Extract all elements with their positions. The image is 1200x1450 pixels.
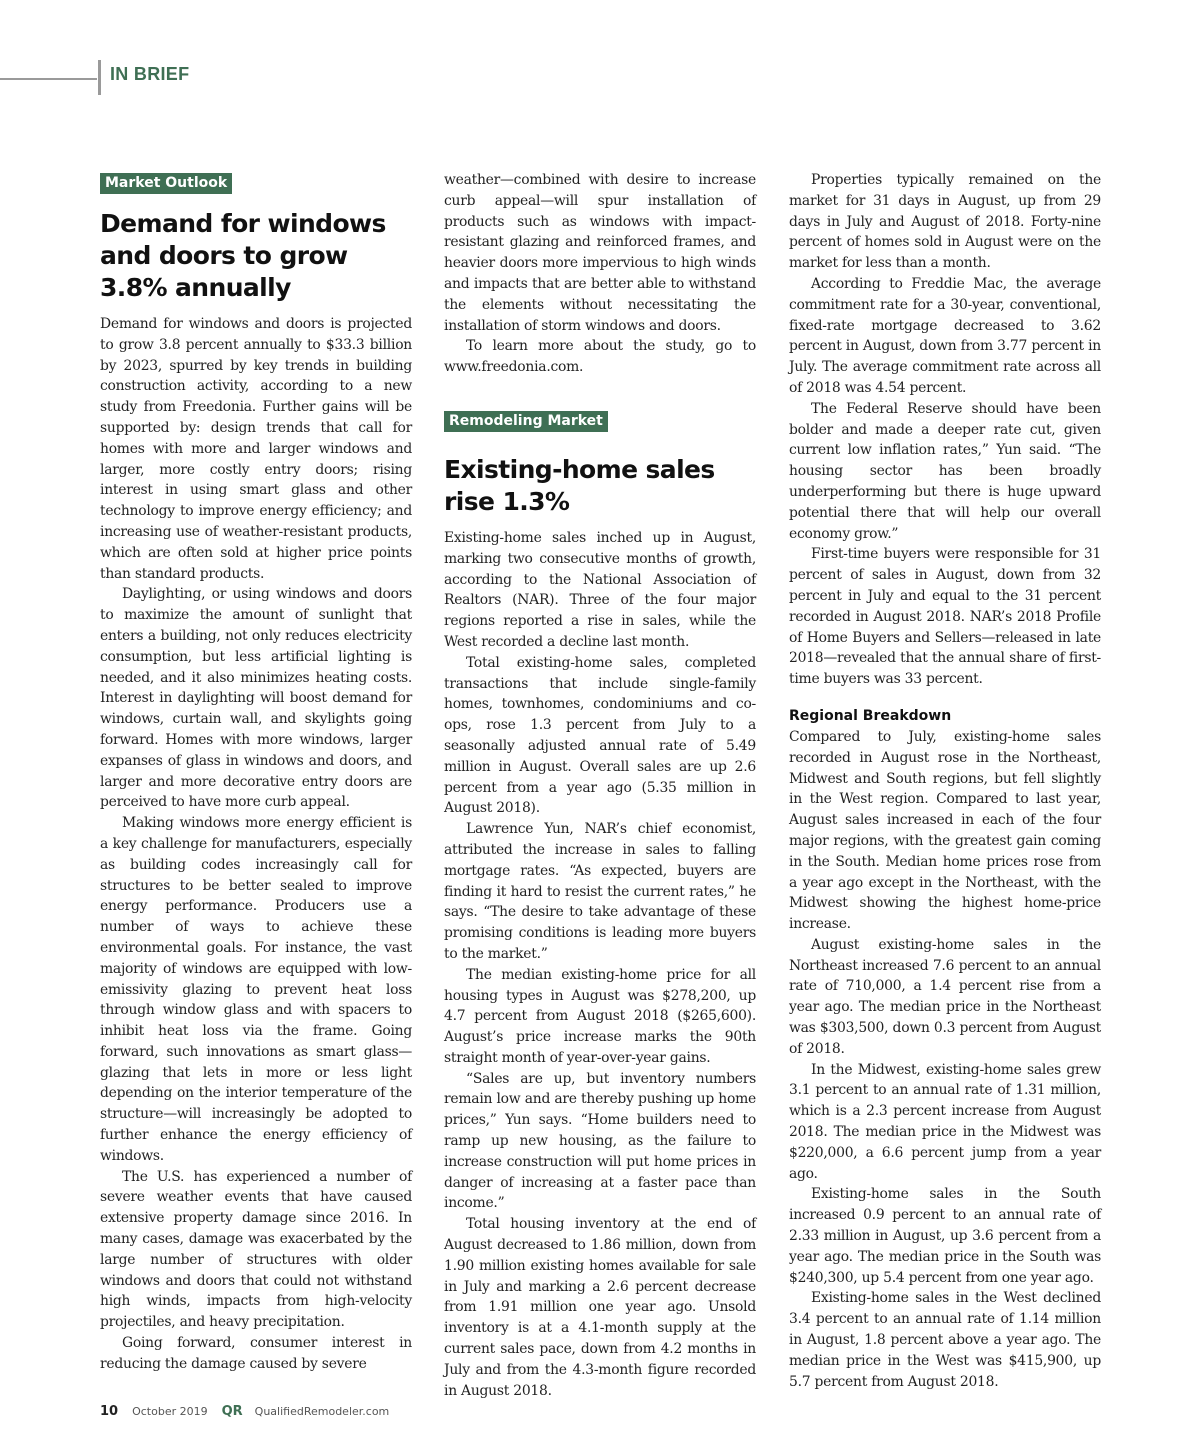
section-label: IN BRIEF — [110, 64, 190, 84]
article-paragraph: Making windows more energy efficient is a key challenge for manufacturers, especially as building codes increasingly call for structures to be better sealed to improve energy performance. Producers use a number of ways to achieve these environmental goals. For instance, the vast majority of windows are equipped with low-emissivity glazing to prevent heat loss through window glass and with spacers to inhibit heat loss via the frame. Going forward, such innovations as smart glass—glazing that lets in more or less light depending on the interior temperature of the structure—will increasingly be adopted to further enhance the energy efficiency of windows. — [100, 815, 412, 1164]
article-paragraph: In the Midwest, existing-home sales grew 3.1 percent to an annual rate of 1.31 million, which is a 2.3 percent increase from August 2018. The median price in the Midwest was $220,000, a 6.6 percent jump from a year ago. — [789, 1061, 1101, 1182]
article-paragraph: The U.S. has experienced a number of severe weather events that have caused extensive property damage since 2016. In many cases, damage was exacerbated by the large number of structures with older windows and doors that could not withstand high winds, impacts from high-velocity projectiles, and heavy precipitation. — [100, 1168, 412, 1331]
column-2 — [444, 172, 756, 1401]
category-tag-market-outlook: Market Outlook — [100, 173, 232, 194]
article-paragraph: Lawrence Yun, NAR’s chief economist, attributed the increase in sales to falling mortgage rates. “As expected, buyers are finding it hard to resist the current rates,” he says. “The desire to take advantage of these promising conditions is leading more buyers to the market.” — [444, 821, 756, 962]
article-headline-windows-doors: Demand for windows and doors to grow 3.8% annually — [100, 209, 386, 302]
article-paragraph: Total housing inventory at the end of August decreased to 1.86 million, down from 1.90 million existing homes available for sale in July and marking a 2.6 percent decrease from 1.91 million one year ago. Unsold inventory is at a 4.1-month supply at the current sales pace, down from 4.2 months in July and from the 4.3-month figure recorded in August 2018. — [444, 1216, 756, 1399]
article-paragraph: Going forward, consumer interest in reducing the damage caused by severe — [100, 1335, 412, 1372]
site-url: QualifiedRemodeler.com — [254, 1405, 390, 1418]
article-paragraph: weather—combined with desire to increase curb appeal—will spur installation of products such as windows with impact-resistant glazing and reinforced frames, and heavier doors more impervious to high winds and impacts that are better able to withstand the elements without necessitating the installation of storm windows and doors. — [444, 172, 756, 334]
article-paragraph: Daylighting, or using windows and doors to maximize the amount of sunlight that enters a building, not only reduces electricity consumption, but less artificial lighting is needed, and it also minimizes heating costs. Interest in daylighting will boost demand for windows, curtain wall, and skylights going forward. Homes with more windows, larger expanses of glass in windows and doors, and larger and more decorative entry doors are perceived to have more curb appeal. — [100, 586, 412, 811]
article-paragraph: Properties typically remained on the market for 31 days in August, up from 29 days in July and August of 2018. Forty-nine percent of homes sold in August were on the market for less than a month. — [789, 172, 1101, 272]
article-paragraph: “Sales are up, but inventory numbers remain low and are thereby pushing up home prices,” Yun says. “Home builders need to ramp up new housing, as the failure to increase construction will put home prices in danger of increasing at a faster pace than income.” — [444, 1070, 756, 1212]
article-paragraph: Demand for windows and doors is projected to grow 3.8 percent annually to $33.3 billion by 2023, spurred by key trends in building construction activity, according to a new study from Freedonia. Further gains will be supported by: design trends that call for homes with more and larger windows and larger, more costly entry doors; rising interest in using smart glass and other technology to improve energy efficiency; and increasing use of weather-resistant products, which are often sold at higher price points than standard products. — [100, 316, 412, 582]
article-paragraph: The Federal Reserve should have been bolder and made a deeper rate cut, given current low inflation rates,” Yun said. “The housing sector has been broadly underperforming but there is huge upward potential there that will help our overall economy grow.” — [789, 400, 1101, 542]
article-paragraph: First-time buyers were responsible for 31 percent of sales in August, down from 32 percent in July and equal to the 31 percent recorded in August 2018. NAR’s 2018 Profile of Home Buyers and Sellers—released in late 2018—revealed that the annual share of first-time buyers was 33 percent. — [789, 546, 1101, 688]
page-number: 10 — [100, 1404, 119, 1419]
article-paragraph: Existing-home sales in the South increased 0.9 percent to an annual rate of 2.33 million in August, up 3.6 percent from a year ago. The median price in the South was $240,300, up 5.4 percent from one year ago. — [789, 1186, 1101, 1286]
issue-date: October 2019 — [132, 1405, 208, 1418]
article-headline-existing-home-sales: Existing-home sales rise 1.3% — [444, 454, 715, 516]
column-1 — [100, 172, 412, 1375]
article-paragraph: August existing-home sales in the Northeast increased 7.6 percent to an annual rate of 710,000, a 1.4 percent rise from a year ago. The median price in the Northeast was $303,500, down 0.3 percent from August of 2018. — [789, 936, 1101, 1057]
header-divider — [98, 60, 101, 95]
article-paragraph: The median existing-home price for all housing types in August was $278,200, up 4.7 percent from August 2018 ($265,600). August’s price increase marks the 90th straight month of year-over-year gains. — [444, 966, 756, 1066]
article-paragraph: Compared to July, existing-home sales recorded in August rose in the Northeast, Midwest and South regions, but fell slightly in the West region. Compared to last year, August sales increased in each of the four major regions, with the greatest gain coming in the South. Median home prices rose from a year ago except in the Northeast, with the Midwest showing the highest home-price increase. — [789, 728, 1101, 933]
article-paragraph: Existing-home sales in the West declined 3.4 percent to an annual rate of 1.14 million in August, 1.8 percent above a year ago. The median price in the West was $415,900, up 5.7 percent from August 2018. — [789, 1290, 1101, 1390]
category-tag-remodeling-market: Remodeling Market — [444, 411, 608, 432]
column-3 — [789, 172, 1101, 1392]
article-paragraph: Existing-home sales inched up in August, marking two consecutive months of growth, according to the National Association of Realtors (NAR). Three of the four major regions reported a rise in sales, while the West recorded a decline last month. — [444, 529, 756, 650]
page-footer — [100, 1404, 389, 1419]
header-rule — [0, 78, 97, 80]
subheading-regional-breakdown: Regional Breakdown — [789, 707, 952, 724]
article-paragraph: To learn more about the study, go to www.freedonia.com. — [444, 338, 756, 376]
qr-logo: QR — [221, 1404, 243, 1419]
article-paragraph: According to Freddie Mac, the average commitment rate for a 30-year, conventional, fixed-rate mortgage decreased to 3.62 percent in August, down from 3.77 percent in July. The average commitment rate across all of 2018 was 4.54 percent. — [789, 275, 1101, 396]
article-paragraph: Total existing-home sales, completed transactions that include single-family homes, townhomes, condominiums and co-ops, rose 1.3 percent from July to a seasonally adjusted annual rate of 5.49 million in August. Overall sales are up 2.6 percent from a year ago (5.35 million in August 2018). — [444, 654, 756, 817]
